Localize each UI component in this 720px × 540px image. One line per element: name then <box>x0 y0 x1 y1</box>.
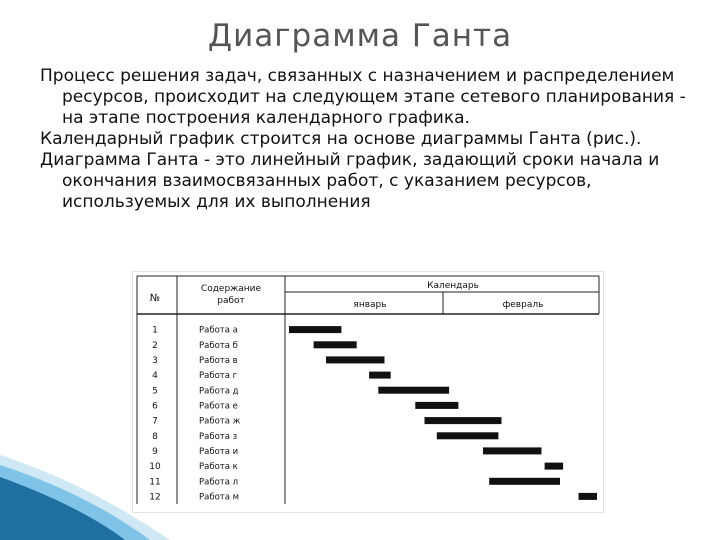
task-number: 7 <box>152 416 158 427</box>
task-number: 4 <box>152 371 158 382</box>
task-number: 5 <box>152 386 158 397</box>
task-number: 6 <box>152 401 158 412</box>
task-name: Работа з <box>199 431 238 442</box>
decorative-wave <box>0 455 170 540</box>
slide-title: Диаграмма Ганта <box>207 18 513 54</box>
month-label-january: январь <box>353 300 387 310</box>
task-name: Работа ж <box>199 416 241 427</box>
task-bar <box>437 432 499 439</box>
calendar-header: Календарь <box>427 281 479 291</box>
task-bar <box>425 417 502 424</box>
task-name: Работа м <box>199 492 240 503</box>
gantt-chart <box>133 272 603 512</box>
task-name: Работа б <box>199 340 238 351</box>
task-name: Работа а <box>199 325 238 336</box>
task-number: 12 <box>149 492 161 503</box>
task-bar <box>314 341 357 348</box>
task-name: Работа д <box>199 386 239 397</box>
task-name: Работа и <box>199 446 239 457</box>
task-number: 3 <box>152 355 158 366</box>
task-bar <box>483 447 542 454</box>
month-label-february: февраль <box>502 300 544 310</box>
task-name: Работа е <box>199 401 238 412</box>
task-number: 11 <box>149 477 161 488</box>
task-number: 9 <box>152 446 158 457</box>
task-name: Работа к <box>199 462 238 473</box>
task-bar <box>378 387 449 394</box>
col-content-header-line2: работ <box>217 296 245 306</box>
task-bar <box>415 402 458 409</box>
paragraph-3: Диаграмма Ганта - это линейный график, задающий сроки начала и окончания взаимосвязанных работ, с указанием ресурсов, используемых для их выполнения <box>40 150 660 212</box>
task-name: Работа в <box>199 355 238 366</box>
body-text <box>40 66 712 213</box>
task-bar <box>489 478 560 485</box>
gantt-figure <box>133 272 603 512</box>
task-number: 8 <box>152 431 158 442</box>
task-bar <box>369 372 391 379</box>
task-number: 10 <box>149 462 161 473</box>
task-bar <box>579 493 598 500</box>
col-number-header: № <box>149 293 161 304</box>
task-number: 1 <box>152 325 158 336</box>
task-bar <box>289 326 341 333</box>
task-number: 2 <box>152 340 158 351</box>
task-bar <box>545 463 564 470</box>
task-bar <box>326 356 385 363</box>
task-name: Работа л <box>199 477 239 488</box>
paragraph-2: Календарный график строится на основе диаграммы Ганта (рис.). <box>40 129 642 149</box>
col-content-header-line1: Содержание <box>200 284 262 294</box>
task-name: Работа г <box>199 371 238 382</box>
paragraph-1: Процесс решения задач, связанных с назначением и распределением ресурсов, происходит на следующем этапе сетевого планирования - на этапе построения календарного графика. <box>40 66 686 128</box>
gantt-rows <box>149 326 597 503</box>
